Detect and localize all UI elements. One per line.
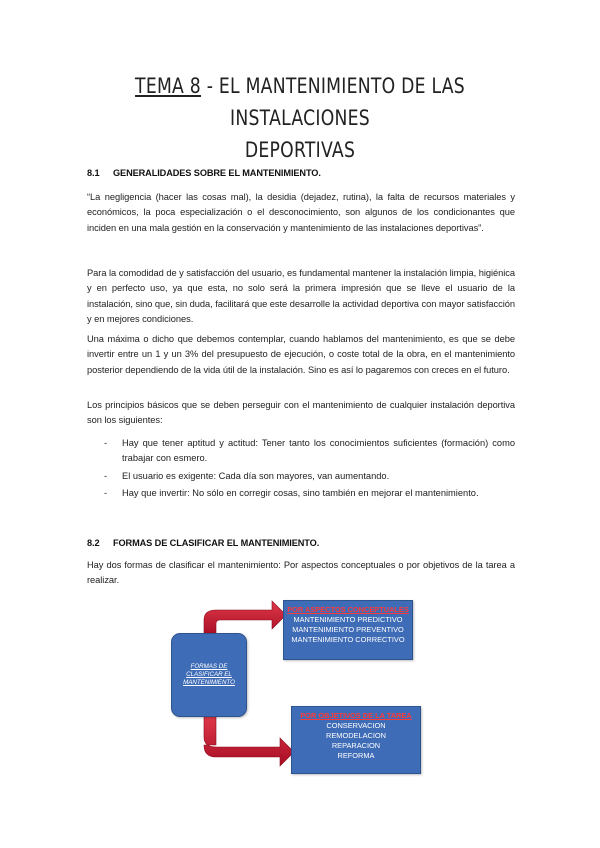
- principles-list: [87, 436, 515, 503]
- title-rest: - EL MANTENIMIENTO DE LAS INSTALACIONES: [200, 74, 465, 130]
- list-item: - El usuario es exigente: Cada día son mayores, van aumentando.: [104, 470, 390, 481]
- section-title: FORMAS DE CLASIFICAR EL MANTENIMIENTO.: [113, 538, 320, 548]
- title-tema: TEMA 8: [135, 74, 201, 98]
- paragraph-principles: Los principios básicos que se deben perseguir con el mantenimiento de cualquier instalación deportiva son los siguientes:: [87, 400, 515, 426]
- conceptual-header: POR ASPECTOS CONCEPTUALES: [287, 605, 409, 614]
- conceptual-item: MANTENIMIENTO PREVENTIVO: [292, 625, 404, 634]
- arrow-up-right: [204, 601, 286, 635]
- objectives-box: [291, 706, 421, 774]
- objectives-header: POR OBJETIVOS DE LA TAREA: [300, 711, 412, 720]
- center-label: FORMAS DE CLASIFICAR EL MANTENIMIENTO: [183, 663, 235, 686]
- center-classification-box: [171, 633, 247, 717]
- list-item: - Hay que invertir: No sólo en corregir cosas, sino también en mejorar el mantenimiento.: [104, 487, 479, 498]
- section-heading-8-2: [87, 538, 319, 548]
- section-heading-8-1: [87, 168, 321, 178]
- conceptual-item: MANTENIMIENTO PREDICTIVO: [293, 615, 403, 624]
- paragraph-maxim: Una máxima o dicho que debemos contemplar, cuando hablamos del mantenimiento, es que se debe invertir entre un 1 y un 3% del presupuesto de ejecución, o coste total de la obra, en el mantenimiento posterior dependiendo de la vida útil de la instalación. Sino es así lo pagaremos con creces en el futuro.: [87, 334, 515, 375]
- arrow-down-right: [204, 715, 294, 766]
- objectives-item: CONSERVACION: [326, 721, 386, 730]
- section-number: 8.2: [87, 538, 100, 548]
- paragraph-classify: Hay dos formas de clasificar el mantenimiento: Por aspectos conceptuales o por objetivos de la tarea a realizar.: [87, 560, 515, 586]
- section-title: GENERALIDADES SOBRE EL MANTENIMIENTO.: [113, 168, 321, 178]
- paragraph-quote: “La negligencia (hacer las cosas mal), la desidia (dejadez, rutina), la falta de recursos materiales y económicos, la poca especialización o el desconocimiento, son algunos de los condicionantes que inciden en una mala gestión en la conservación y mantenimiento de las instalaciones deportivas”.: [87, 192, 515, 233]
- classification-diagram: [160, 595, 450, 780]
- list-item: - Hay que tener aptitud y actitud: Tener tanto los conocimientos suficientes (formación) como trabajar con esmero.: [104, 438, 515, 464]
- objectives-item: REMODELACION: [326, 731, 386, 740]
- conceptual-box: [283, 600, 413, 660]
- section-number: 8.1: [87, 168, 100, 178]
- paragraph-comfort: Para la comodidad de y satisfacción del usuario, es fundamental mantener la instalación limpia, higiénica y en perfecto uso, ya que esta, no solo será la primera impresión que se lleve el usuario de la instalación, sino que, sin duda, facilitará que este desarrolle la actividad deportiva con mayor satisfacción y en mejores condiciones.: [87, 268, 515, 324]
- document-title: [103, 70, 497, 166]
- title-line-2: DEPORTIVAS: [244, 138, 356, 162]
- objectives-item: REFORMA: [337, 751, 375, 760]
- title-line-1: [103, 70, 497, 134]
- conceptual-item: MANTENIMIENTO CORRECTIVO: [291, 635, 405, 644]
- objectives-item: REPARACION: [331, 741, 381, 750]
